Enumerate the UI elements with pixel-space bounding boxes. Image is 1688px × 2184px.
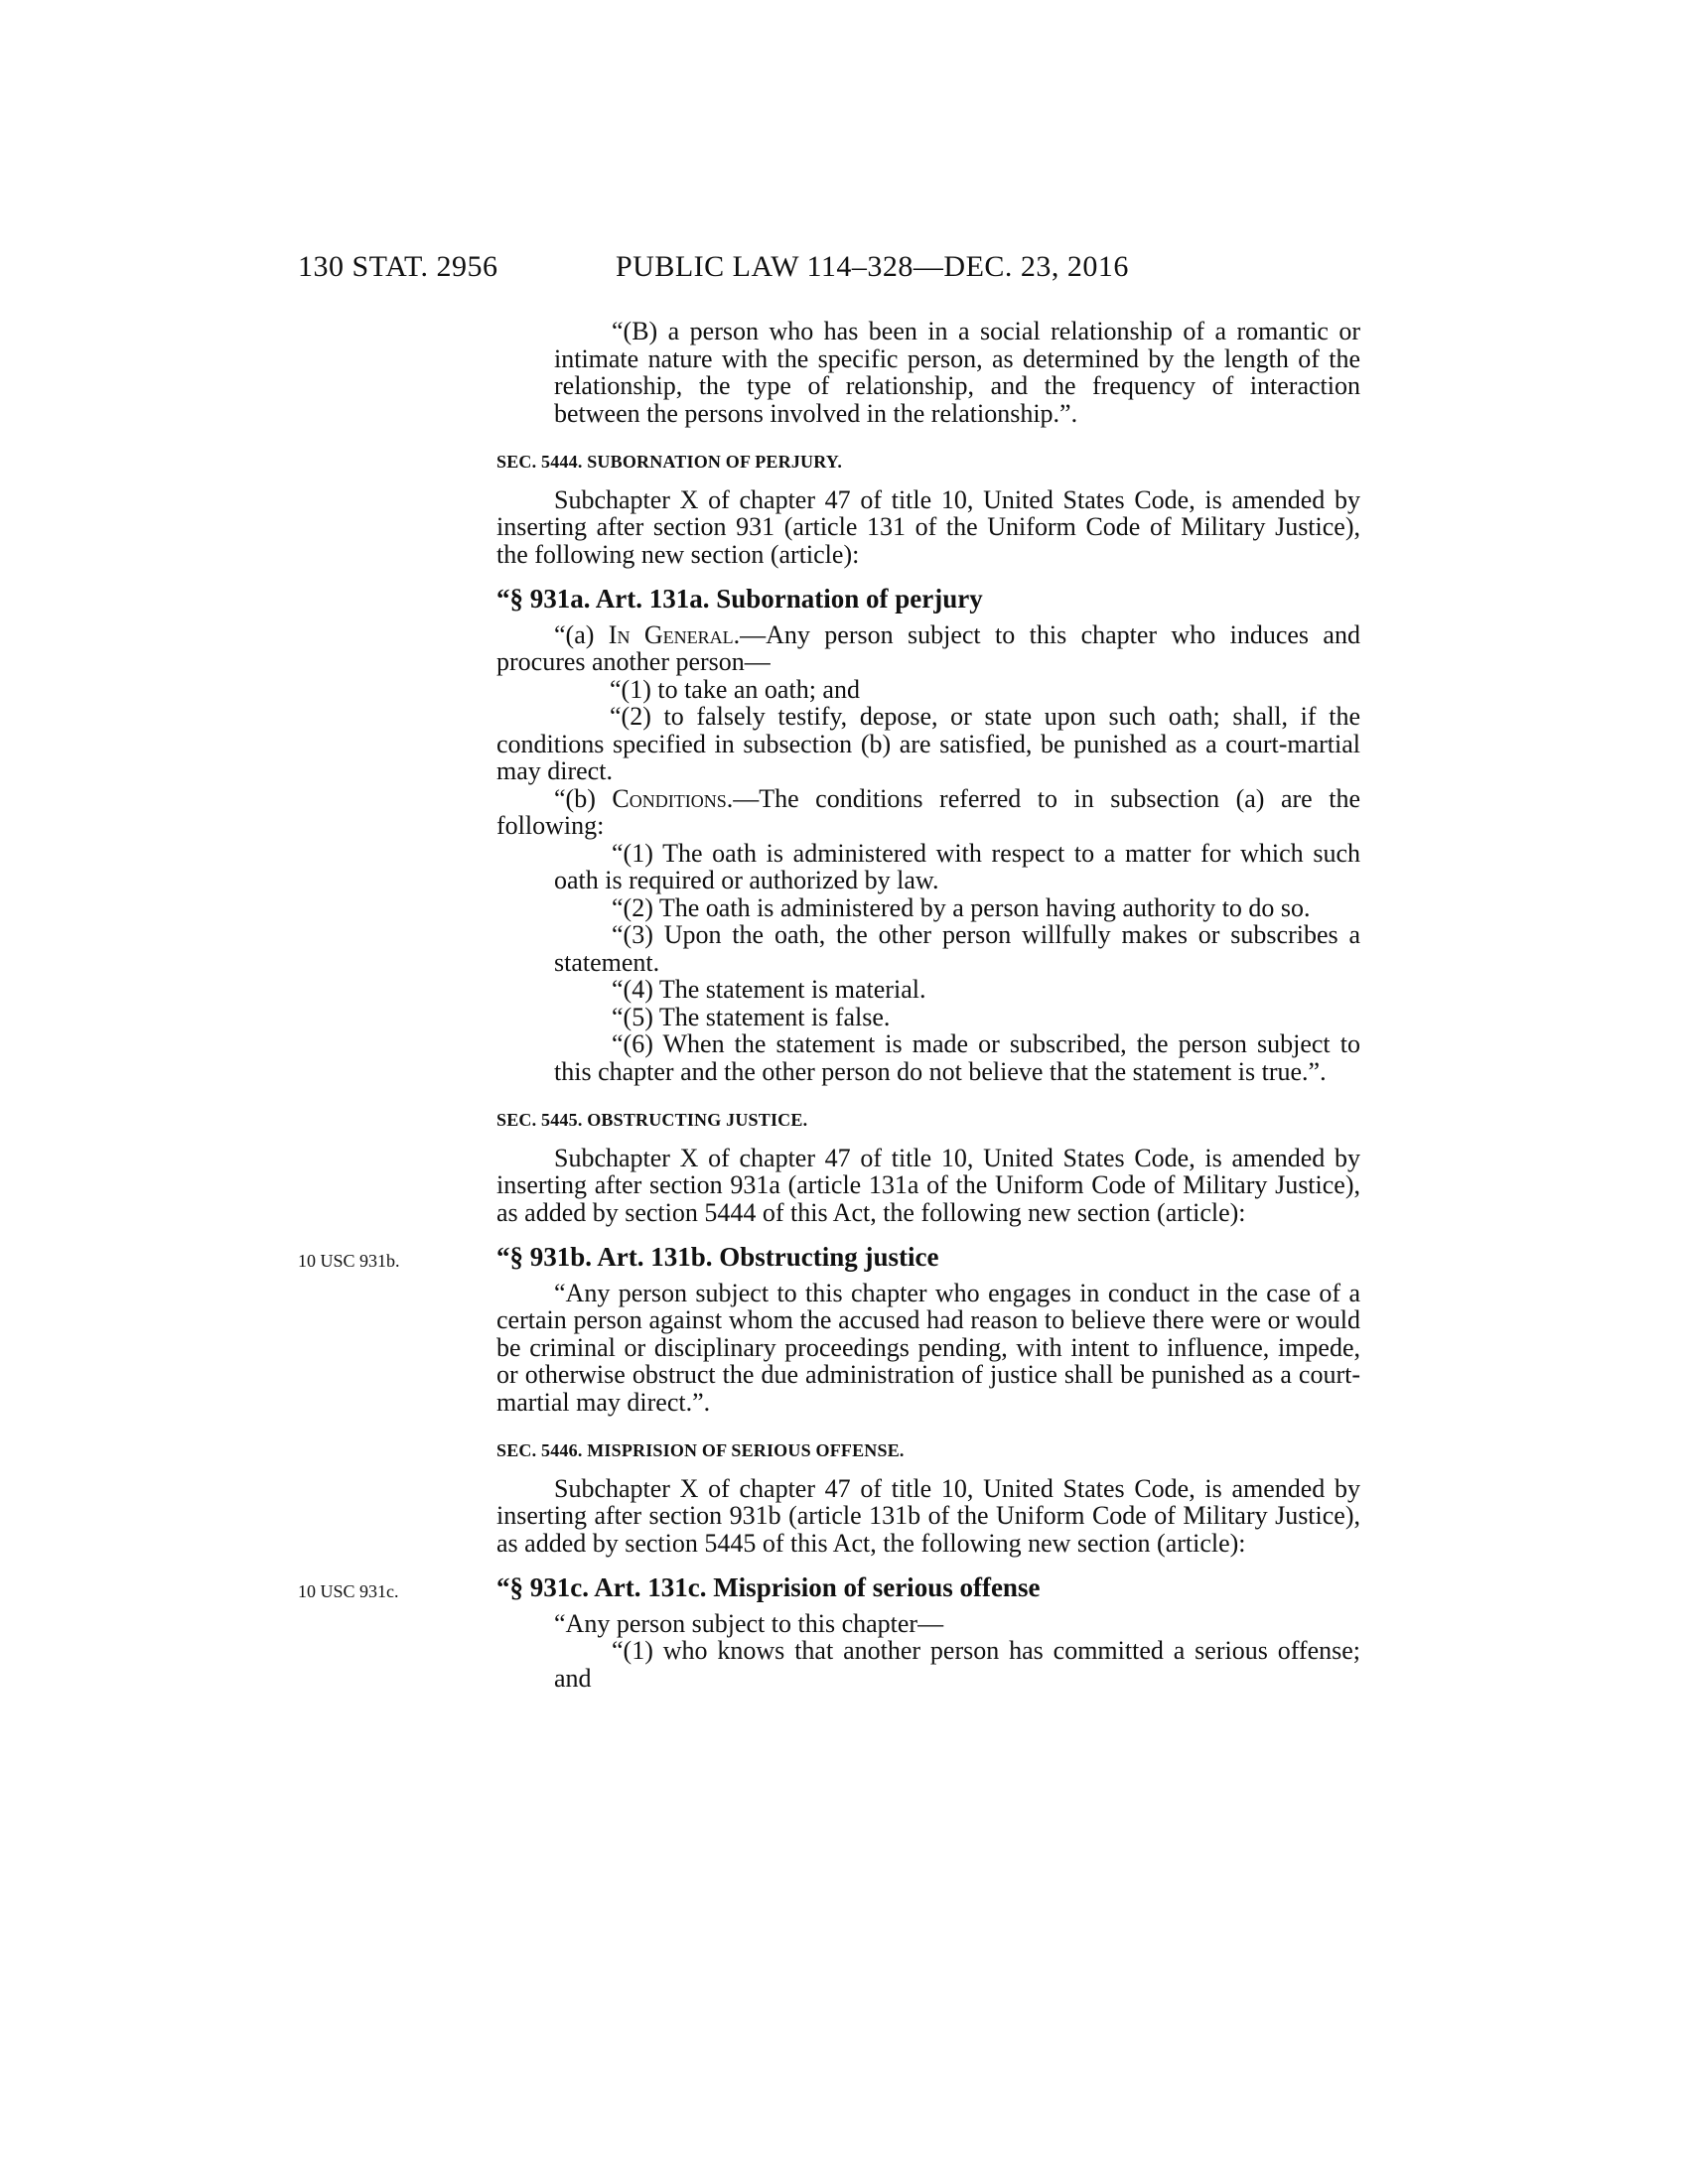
subsection-b-5: “(5) The statement is false. [612,1002,891,1031]
stat-page-number: 130 STAT. 2956 [298,250,498,283]
section-931a-title: “§ 931a. Art. 131a. Subornation of perjury [496,584,983,614]
margin-note-931c: 10 USC 931c. [298,1581,399,1601]
section-931b-title: “§ 931b. Art. 131b. Obstructing justice [496,1242,939,1272]
subsection-b-6: “(6) When the statement is made or subscribed, the person subject to this chapter and the other person do not believe that the statement is true.”. [554,1029,1360,1086]
section-931c-title: “§ 931c. Art. 131c. Misprision of serious offense [496,1572,1041,1602]
sec-5444-heading: SEC. 5444. SUBORNATION OF PERJURY. [496,452,843,472]
subsection-b-3: “(3) Upon the oath, the other person willfully makes or subscribes a statement. [554,920,1360,977]
subsection-b-prefix: “(b) [554,783,613,813]
subsection-a-prefix: “(a) [554,619,609,649]
section-931c-title-row [298,1572,1360,1602]
running-header: PUBLIC LAW 114–328—DEC. 23, 2016 [616,250,1129,283]
sec-5446-text: Subchapter X of chapter 47 of title 10, United States Code, is amended by inserting after section 931b (article 131b of the Uniform Code of Military Justice), as added by section 5445 of this Act, the following new section (article): [496,1473,1360,1558]
subsection-b-label: Conditions [612,783,727,813]
paragraph-b-continued: “(B) a person who has been in a social relationship of a romantic or intimate nature with the specific person, as determined by the length of the relationship, the type of relationship, and the frequency of interaction between the persons involved in the relationship.”. [554,317,1360,428]
subsection-a-text: .—Any person subject to this chapter who induces and procures another person— [496,619,1360,676]
section-931b-text: “Any person subject to this chapter who engages in conduct in the case of a certain person against whom the accused had reason to believe there were or would be criminal or disciplinary proceedings pending, with intent to influence, impede, or otherwise obstruct the due administration of justice shall be punished as a court-martial may direct.”. [496,1278,1360,1417]
subsection-a-1: “(1) to take an oath; and [610,674,860,704]
subsection-a-2: “(2) to falsely testify, depose, or state upon such oath; shall, if the conditions specified in subsection (b) are satisfied, be punished as a court-martial may direct. [496,702,1360,785]
subsection-b [496,785,1360,840]
subsection-b-2: “(2) The oath is administered by a person having authority to do so. [612,892,1311,922]
section-931c-1: “(1) who knows that another person has committed a serious offense; and [554,1636,1360,1693]
sec-5446-heading: SEC. 5446. MISPRISION OF SERIOUS OFFENSE. [496,1440,905,1460]
subsection-a [496,621,1360,676]
subsection-b-1: “(1) The oath is administered with respect to a matter for which such oath is required or authorized by law. [554,838,1360,894]
sec-5445-heading: SEC. 5445. OBSTRUCTING JUSTICE. [496,1110,808,1130]
subsection-b-4: “(4) The statement is material. [612,975,926,1004]
section-931b-title-row [298,1242,1360,1272]
sec-5445-text: Subchapter X of chapter 47 of title 10, United States Code, is amended by inserting after section 931a (article 131a of the Uniform Code of Military Justice), as added by section 5444 of this Act, the following new section (article): [496,1143,1360,1227]
subsection-b-text: .—The conditions referred to in subsection (a) are the following: [496,783,1361,840]
document-body [298,317,1361,1693]
subsection-a-label: In General [608,619,734,649]
section-931c-text: “Any person subject to this chapter— [554,1608,944,1638]
sec-5444-text: Subchapter X of chapter 47 of title 10, United States Code, is amended by inserting after section 931 (article 131 of the Uniform Code of Military Justice), the following new section (article): [496,484,1360,569]
margin-note-931b: 10 USC 931b. [298,1251,400,1271]
